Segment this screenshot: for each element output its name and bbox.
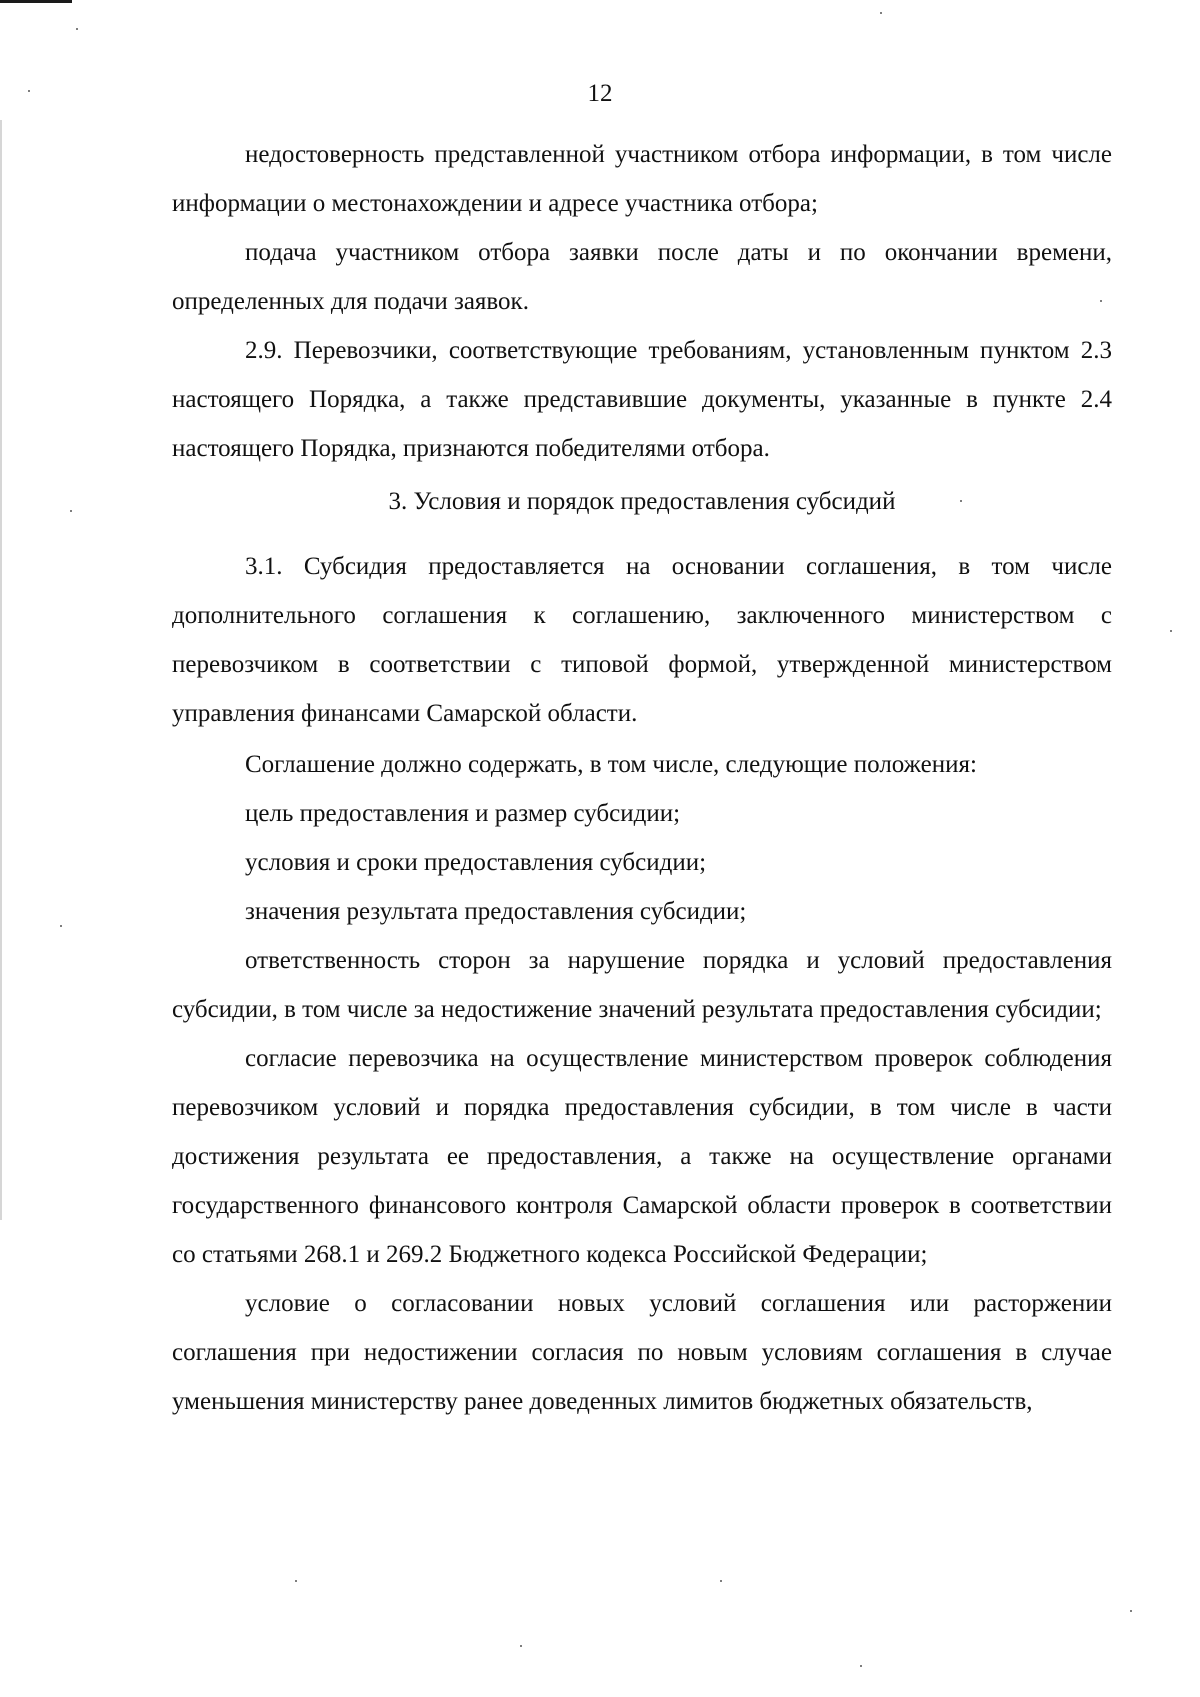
scan-speck [28,90,30,92]
scan-speck [1130,1610,1132,1612]
paragraph-unreliable-info: недостоверность представленной участником отбора информации, в том числе информации о местонахождении и адресе участника отбора; [172,141,1112,217]
paragraph-3-1-agreement: 3.1. Субсидия предоставляется на основании соглашения, в том числе дополнительного соглашения к соглашению, заключенного министерством с перевозчиком в соответствии с типовой формой, утвержденной министерством управления финансами Самарской области. [172,553,1112,727]
scan-speck [1170,630,1172,632]
section-heading-3: 3. Условия и порядок предоставления субсидий [388,488,896,515]
scan-corner-mark [0,0,72,3]
scan-speck [60,925,62,927]
list-item-responsibility: ответственность сторон за нарушение порядка и условий предоставления субсидии, в том числе за недостижение значений результата предоставления субсидии; [172,947,1112,1023]
scan-speck [960,500,962,502]
scan-speck [520,1645,522,1647]
list-item-purpose: цель предоставления и размер субсидии; [245,800,681,827]
document-body [172,130,1112,1426]
list-item-consent-checks: согласие перевозчика на осуществление министерством проверок соблюдения перевозчиком условий и порядка предоставления субсидии, в том числе в части достижения результата ее предоставления, а также на осуществление органами государственного финансового контроля Самарской области проверок в соответствии со статьями 268.1 и 269.2 Бюджетного кодекса Российской Федерации; [172,1045,1112,1268]
scan-speck [1100,300,1102,302]
paragraph-late-application: подача участником отбора заявки после даты и по окончании времени, определенных для подачи заявок. [172,239,1112,315]
list-item-result-values: значения результата предоставления субсидии; [245,898,747,925]
paragraph-agreement-contents: Соглашение должно содержать, в том числе, следующие положения: [245,751,977,778]
paragraph-2-9-winners: 2.9. Перевозчики, соответствующие требованиям, установленным пунктом 2.3 настоящего Порядка, а также представившие документы, указанные в пункте 2.4 настоящего Порядка, признаются победителями отбора. [172,337,1112,462]
scan-speck [720,1580,722,1582]
scan-speck [76,28,78,30]
list-item-terms: условия и сроки предоставления субсидии; [245,849,707,876]
scan-speck [70,510,72,512]
scan-speck [295,1580,297,1582]
scan-left-edge [0,120,2,1220]
scan-speck [860,1665,862,1667]
page-number: 12 [587,80,613,107]
scan-speck [880,12,882,14]
list-item-new-conditions: условие о согласовании новых условий соглашения или расторжении соглашения при недостижении согласия по новым условиям соглашения в случае уменьшения министерству ранее доведенных лимитов бюджетных обязательств, [172,1290,1112,1415]
